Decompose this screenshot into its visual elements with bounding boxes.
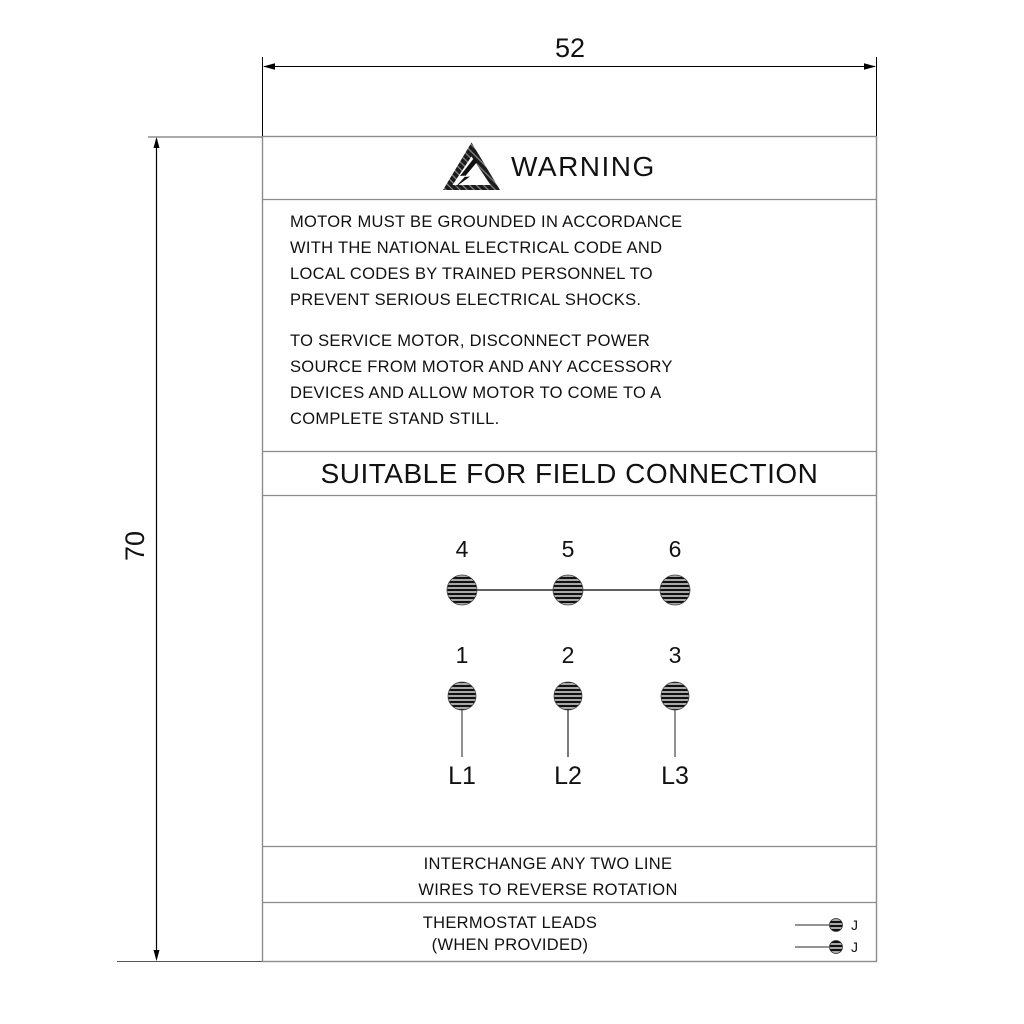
line-lead-L1: L1 — [448, 762, 476, 790]
service-line-3: DEVICES AND ALLOW MOTOR TO COME TO A — [290, 384, 662, 402]
terminal-label-5: 5 — [561, 536, 575, 562]
high-voltage-triangle-icon — [443, 143, 500, 191]
thermostat-note — [263, 912, 757, 956]
thermostat-terminal-1 — [830, 919, 843, 932]
rotation-note — [263, 851, 833, 903]
service-line-2: SOURCE FROM MOTOR AND ANY ACCESSORY — [290, 358, 673, 376]
terminal-label-4: 4 — [455, 536, 469, 562]
rotation-note-line-1: INTERCHANGE ANY TWO LINE — [423, 855, 673, 873]
terminal-3 — [661, 682, 689, 710]
line-lead-L2: L2 — [554, 762, 582, 790]
terminal-1 — [448, 682, 476, 710]
thermostat-lead-label-1: J — [851, 917, 858, 933]
terminal-2 — [554, 682, 582, 710]
thermostat-lead-label-2: J — [851, 939, 858, 955]
field-connection-title: SUITABLE FOR FIELD CONNECTION — [320, 457, 819, 489]
rotation-note-line-2: WIRES TO REVERSE ROTATION — [418, 881, 678, 899]
width-dimension — [263, 57, 877, 136]
terminal-4 — [447, 575, 477, 605]
terminal-label-3: 3 — [668, 642, 682, 668]
height-dimension-value: 70 — [120, 530, 150, 562]
terminal-6 — [660, 575, 690, 605]
grounding-line-2: WITH THE NATIONAL ELECTRICAL CODE AND — [290, 239, 663, 257]
service-notice — [290, 328, 673, 432]
thermostat-note-line-2: (WHEN PROVIDED) — [431, 936, 589, 954]
thermostat-note-line-1: THERMOSTAT LEADS — [422, 914, 598, 932]
grounding-notice — [290, 209, 682, 313]
width-dimension-value: 52 — [554, 33, 586, 63]
dimension-arrow-down — [154, 950, 160, 961]
warning-header-title: WARNING — [511, 151, 656, 182]
grounding-line-4: PREVENT SERIOUS ELECTRICAL SHOCKS. — [290, 291, 642, 309]
service-line-4: COMPLETE STAND STILL. — [290, 410, 500, 428]
line-lead-L3: L3 — [661, 762, 689, 790]
service-line-1: TO SERVICE MOTOR, DISCONNECT POWER — [290, 332, 651, 350]
grounding-line-3: LOCAL CODES BY TRAINED PERSONNEL TO — [290, 265, 653, 283]
grounding-line-1: MOTOR MUST BE GROUNDED IN ACCORDANCE — [290, 213, 683, 231]
terminal-5 — [553, 575, 583, 605]
terminal-label-6: 6 — [668, 536, 682, 562]
thermostat-terminal-2 — [830, 941, 843, 954]
dimension-arrow-up — [154, 137, 160, 148]
terminal-label-1: 1 — [455, 642, 469, 668]
thermostat-lead-symbols — [795, 919, 843, 954]
terminal-label-2: 2 — [561, 642, 575, 668]
